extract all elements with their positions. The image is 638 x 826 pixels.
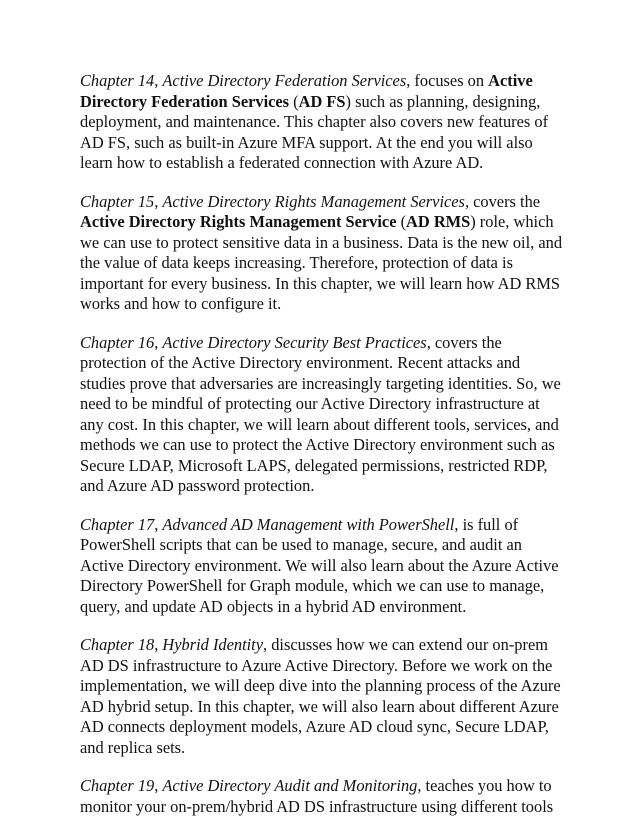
separator: ,	[154, 71, 163, 90]
separator: ,	[454, 514, 463, 534]
paragraph-chapter-15	[80, 192, 563, 315]
paragraph-text: discusses how we can extend our on-prem AD DS infrastructure to Azure Active Directory. Before we work on the implementation, we will deep dive into the planning process of the Azure AD hybrid setup. In this chapter, we will also learn about different Azure AD connects deployment models, Azure AD cloud sync, Secure LDAP, and replica sets.	[80, 635, 561, 757]
bold-term: Active Directory Rights Management Service	[80, 212, 397, 231]
chapter-title: Hybrid Identity	[162, 635, 264, 654]
separator: ,	[154, 635, 163, 654]
chapter-title: Active Directory Federation Services	[162, 71, 407, 90]
chapter-title: Active Directory Security Best Practices	[162, 332, 427, 352]
paragraph-text: (	[289, 91, 299, 111]
separator: ,	[154, 191, 163, 211]
paragraph-text: covers the	[473, 191, 541, 211]
paragraph-text: ) such as planning, designing, deployment, and maintenance. This chapter also covers new features of AD FS, such as built-in Azure MFA support. At the end you will also learn how to establish a federated connection with Azure AD.	[80, 91, 549, 172]
bold-acronym: AD FS	[298, 91, 346, 111]
paragraph-chapter-14	[80, 71, 563, 174]
separator: ,	[417, 776, 426, 795]
separator: ,	[154, 514, 163, 534]
separator: ,	[263, 635, 272, 654]
chapter-title: Active Directory Rights Management Services	[162, 191, 465, 211]
chapter-title: Advanced AD Management with PowerShell	[162, 514, 455, 534]
paragraph-text: (	[396, 212, 407, 231]
paragraph-text: ) role, which we can use to protect sensitive data in a business. Data is the new oil, and the value of data keeps increasing. Therefore, protection of data is important for every business. In this chapter, we will learn how AD RMS works and how to configure it.	[80, 212, 563, 313]
chapter-number: Chapter 18	[80, 635, 155, 654]
chapter-number: Chapter 15	[80, 191, 155, 211]
bold-acronym: AD RMS	[406, 212, 471, 231]
separator: ,	[154, 776, 163, 795]
page-body	[80, 71, 563, 817]
paragraph-chapter-18	[80, 635, 563, 758]
paragraph-chapter-17	[80, 515, 563, 618]
chapter-number: Chapter 19	[80, 776, 155, 795]
paragraph-text: focuses on	[414, 71, 489, 90]
paragraph-chapter-16	[80, 333, 563, 497]
separator: ,	[154, 332, 163, 352]
chapter-number: Chapter 16	[80, 332, 155, 352]
paragraph-chapter-19	[80, 776, 563, 817]
paragraph-text: teaches you how to monitor your on-prem/hybrid AD DS infrastructure using different tools	[80, 776, 554, 816]
separator: ,	[464, 191, 474, 211]
separator: ,	[426, 332, 435, 352]
chapter-title: Active Directory Audit and Monitoring	[162, 776, 418, 795]
chapter-number: Chapter 14	[80, 71, 155, 90]
bold-term: Active Directory Federation Services	[80, 71, 533, 111]
chapter-number: Chapter 17	[80, 514, 155, 534]
paragraph-text: is full of PowerShell scripts that can be used to manage, secure, and audit an Active Directory environment. We will also learn about the Azure Active Directory PowerShell for Graph module, which we can use to manage, query, and update AD objects in a hybrid AD environment.	[80, 514, 559, 616]
paragraph-text: covers the protection of the Active Directory environment. Recent attacks and studies prove that adversaries are increasingly targeting identities. So, we need to be mindful of protecting our Active Directory infrastructure at any cost. In this chapter, we will learn about different tools, services, and methods we can use to protect the Active Directory environment such as Secure LDAP, Microsoft LAPS, delegated permissions, restricted RDP, and Azure AD password protection.	[80, 332, 561, 495]
separator: ,	[406, 71, 415, 90]
